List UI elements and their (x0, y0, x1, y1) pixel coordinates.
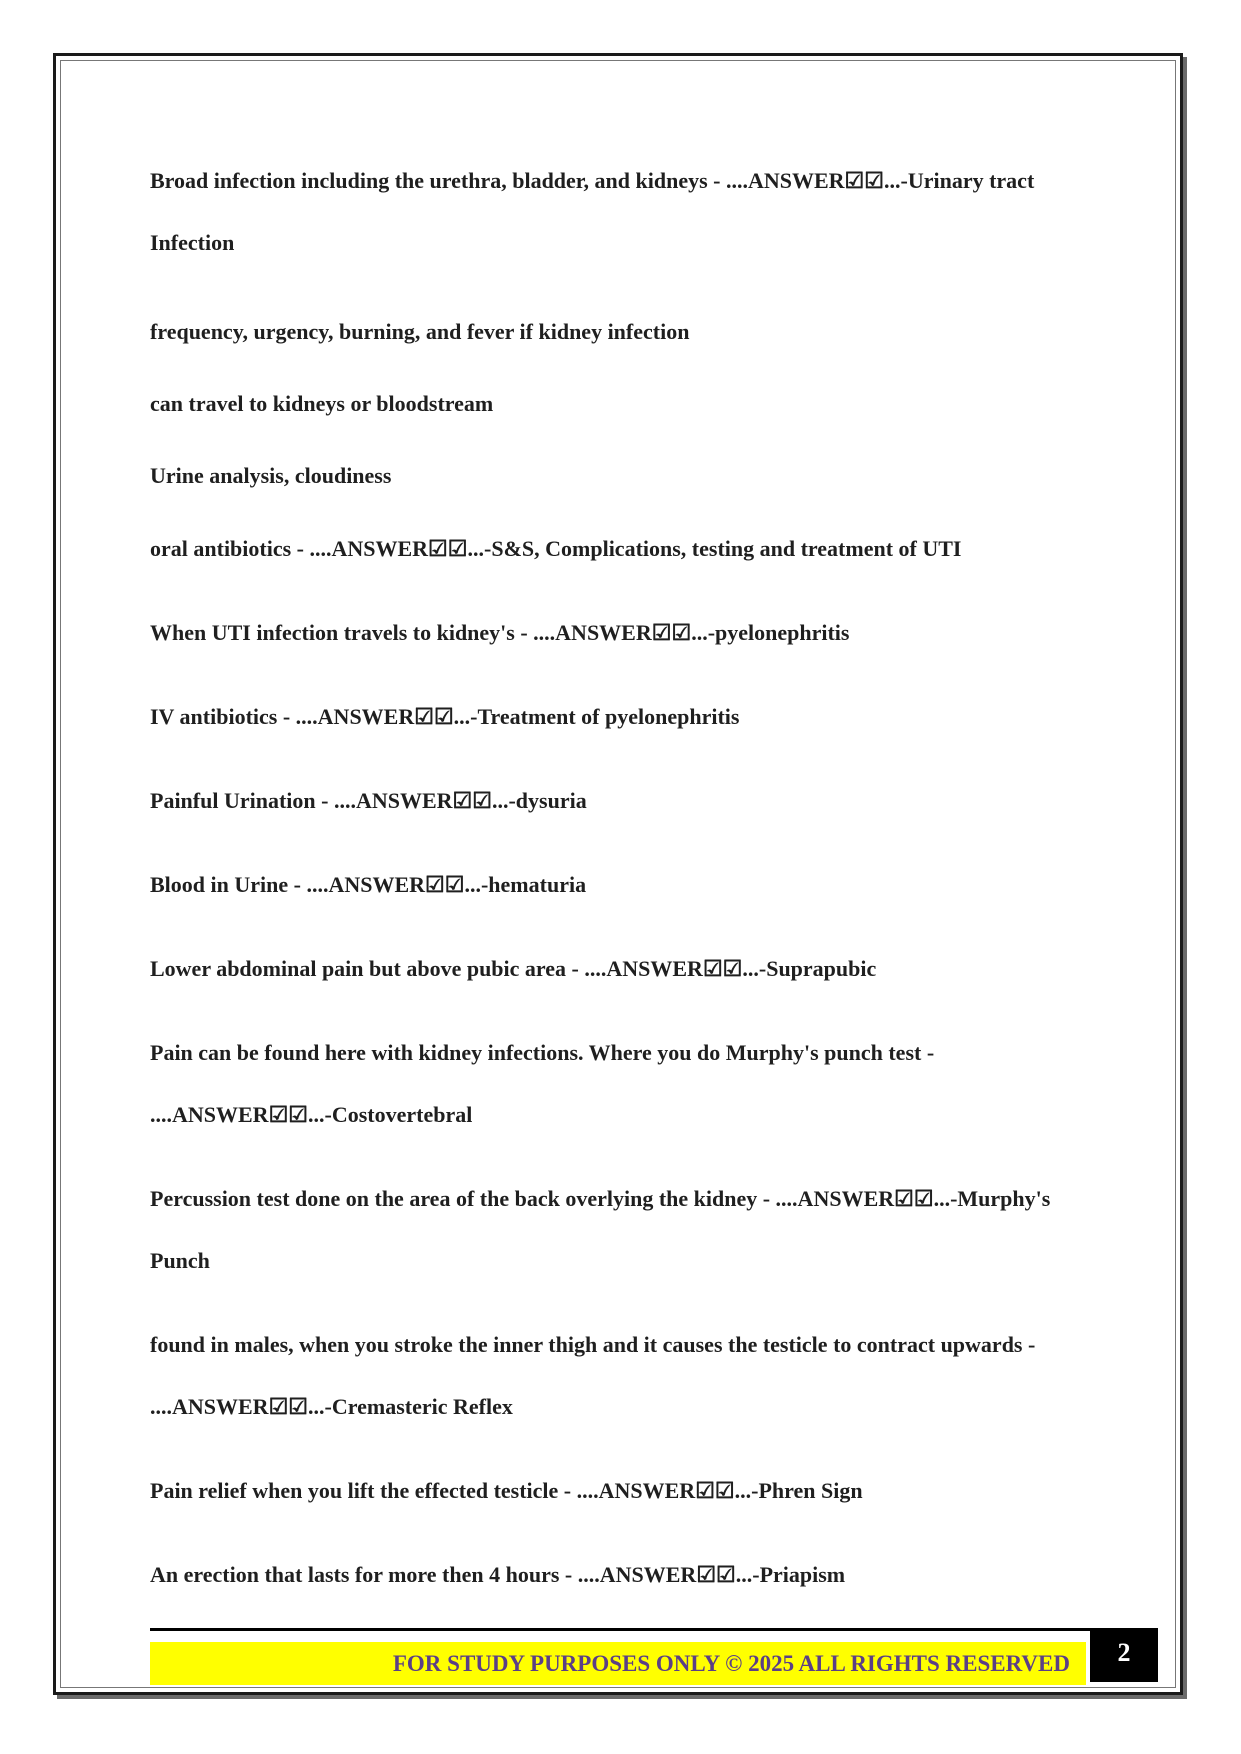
entry-uti-treatment: oral antibiotics - ....ANSWER☑☑...-S&S, Complications, testing and treatment of UTI (150, 536, 962, 561)
entry-hematuria: Blood in Urine - ....ANSWER☑☑...-hematuria (150, 872, 587, 897)
entry-suprapubic: Lower abdominal pain but above pubic area - ....ANSWER☑☑...-Suprapubic (150, 956, 877, 981)
entry-cremasteric-reflex: found in males, when you stroke the inner thigh and it causes the testicle to contract upwards - ....ANSWER☑☑...-Cremasteric Reflex (150, 1332, 1036, 1419)
entry-priapism: An erection that lasts for more then 4 hours - ....ANSWER☑☑...-Priapism (150, 1562, 846, 1587)
footer-rule (150, 1628, 1150, 1631)
entry-murphys-punch: Percussion test done on the area of the back overlying the kidney - ....ANSWER☑☑...-Murphy's Punch (150, 1186, 1051, 1273)
footer-notice: FOR STUDY PURPOSES ONLY © 2025 ALL RIGHTS RESERVED (150, 1642, 1086, 1685)
entry-pyelonephritis-treatment: IV antibiotics - ....ANSWER☑☑...-Treatment of pyelonephritis (150, 704, 740, 729)
entry-uti-symptoms: frequency, urgency, burning, and fever if kidney infection (150, 319, 690, 344)
entry-costovertebral: Pain can be found here with kidney infections. Where you do Murphy's punch test - ....ANSWER☑☑...-Costovertebral (150, 1040, 935, 1127)
page-number: 2 (1090, 1628, 1158, 1682)
document-body (150, 150, 1100, 1628)
entry-uti-complications: can travel to kidneys or bloodstream (150, 391, 494, 416)
entry-uti: Broad infection including the urethra, bladder, and kidneys - ....ANSWER☑☑...-Urinary tract Infection (150, 168, 1035, 255)
entry-dysuria: Painful Urination - ....ANSWER☑☑...-dysuria (150, 788, 587, 813)
entry-pyelonephritis: When UTI infection travels to kidney's - ....ANSWER☑☑...-pyelonephritis (150, 620, 850, 645)
entry-phren-sign: Pain relief when you lift the effected testicle - ....ANSWER☑☑...-Phren Sign (150, 1478, 863, 1503)
entry-uti-testing: Urine analysis, cloudiness (150, 463, 392, 488)
